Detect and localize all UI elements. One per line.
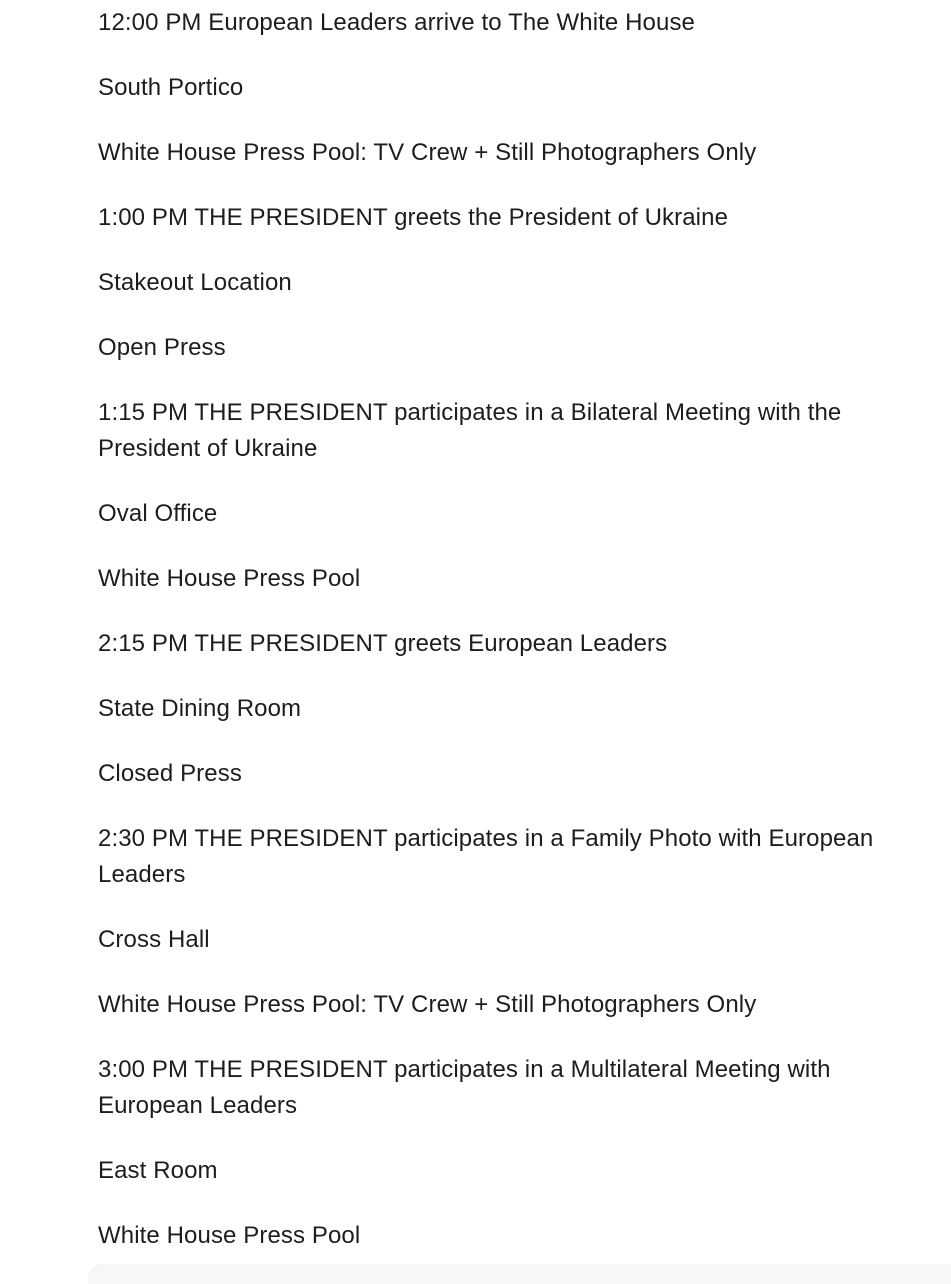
schedule-line: 1:00 PM THE PRESIDENT greets the President of Ukraine bbox=[98, 204, 729, 231]
schedule-line: Closed Press bbox=[98, 760, 242, 787]
schedule-line: State Dining Room bbox=[98, 695, 302, 722]
schedule-line: 2:30 PM THE PRESIDENT participates in a Family Photo with European Leaders bbox=[98, 825, 874, 888]
schedule-line: 12:00 PM European Leaders arrive to The White House bbox=[98, 9, 695, 36]
schedule-text-block bbox=[98, 5, 920, 1283]
schedule-line: White House Press Pool bbox=[98, 565, 361, 592]
schedule-line: South Portico bbox=[98, 74, 244, 101]
schedule-line: Open Press bbox=[98, 334, 226, 361]
schedule-line: East Room bbox=[98, 1157, 218, 1184]
schedule-line: 2:15 PM THE PRESIDENT greets European Leaders bbox=[98, 630, 668, 657]
schedule-line: 3:00 PM THE PRESIDENT participates in a Multilateral Meeting with European Leaders bbox=[98, 1056, 831, 1119]
schedule-line: Oval Office bbox=[98, 500, 218, 527]
schedule-line: Stakeout Location bbox=[98, 269, 292, 296]
schedule-line: White House Press Pool: TV Crew + Still Photographers Only bbox=[98, 991, 757, 1018]
schedule-line: White House Press Pool bbox=[98, 1222, 361, 1249]
cutoff-gray-panel bbox=[88, 1264, 951, 1284]
schedule-line: 1:15 PM THE PRESIDENT participates in a Bilateral Meeting with the President of Ukraine bbox=[98, 399, 842, 462]
schedule-line: Cross Hall bbox=[98, 926, 210, 953]
schedule-line: White House Press Pool: TV Crew + Still Photographers Only bbox=[98, 139, 757, 166]
